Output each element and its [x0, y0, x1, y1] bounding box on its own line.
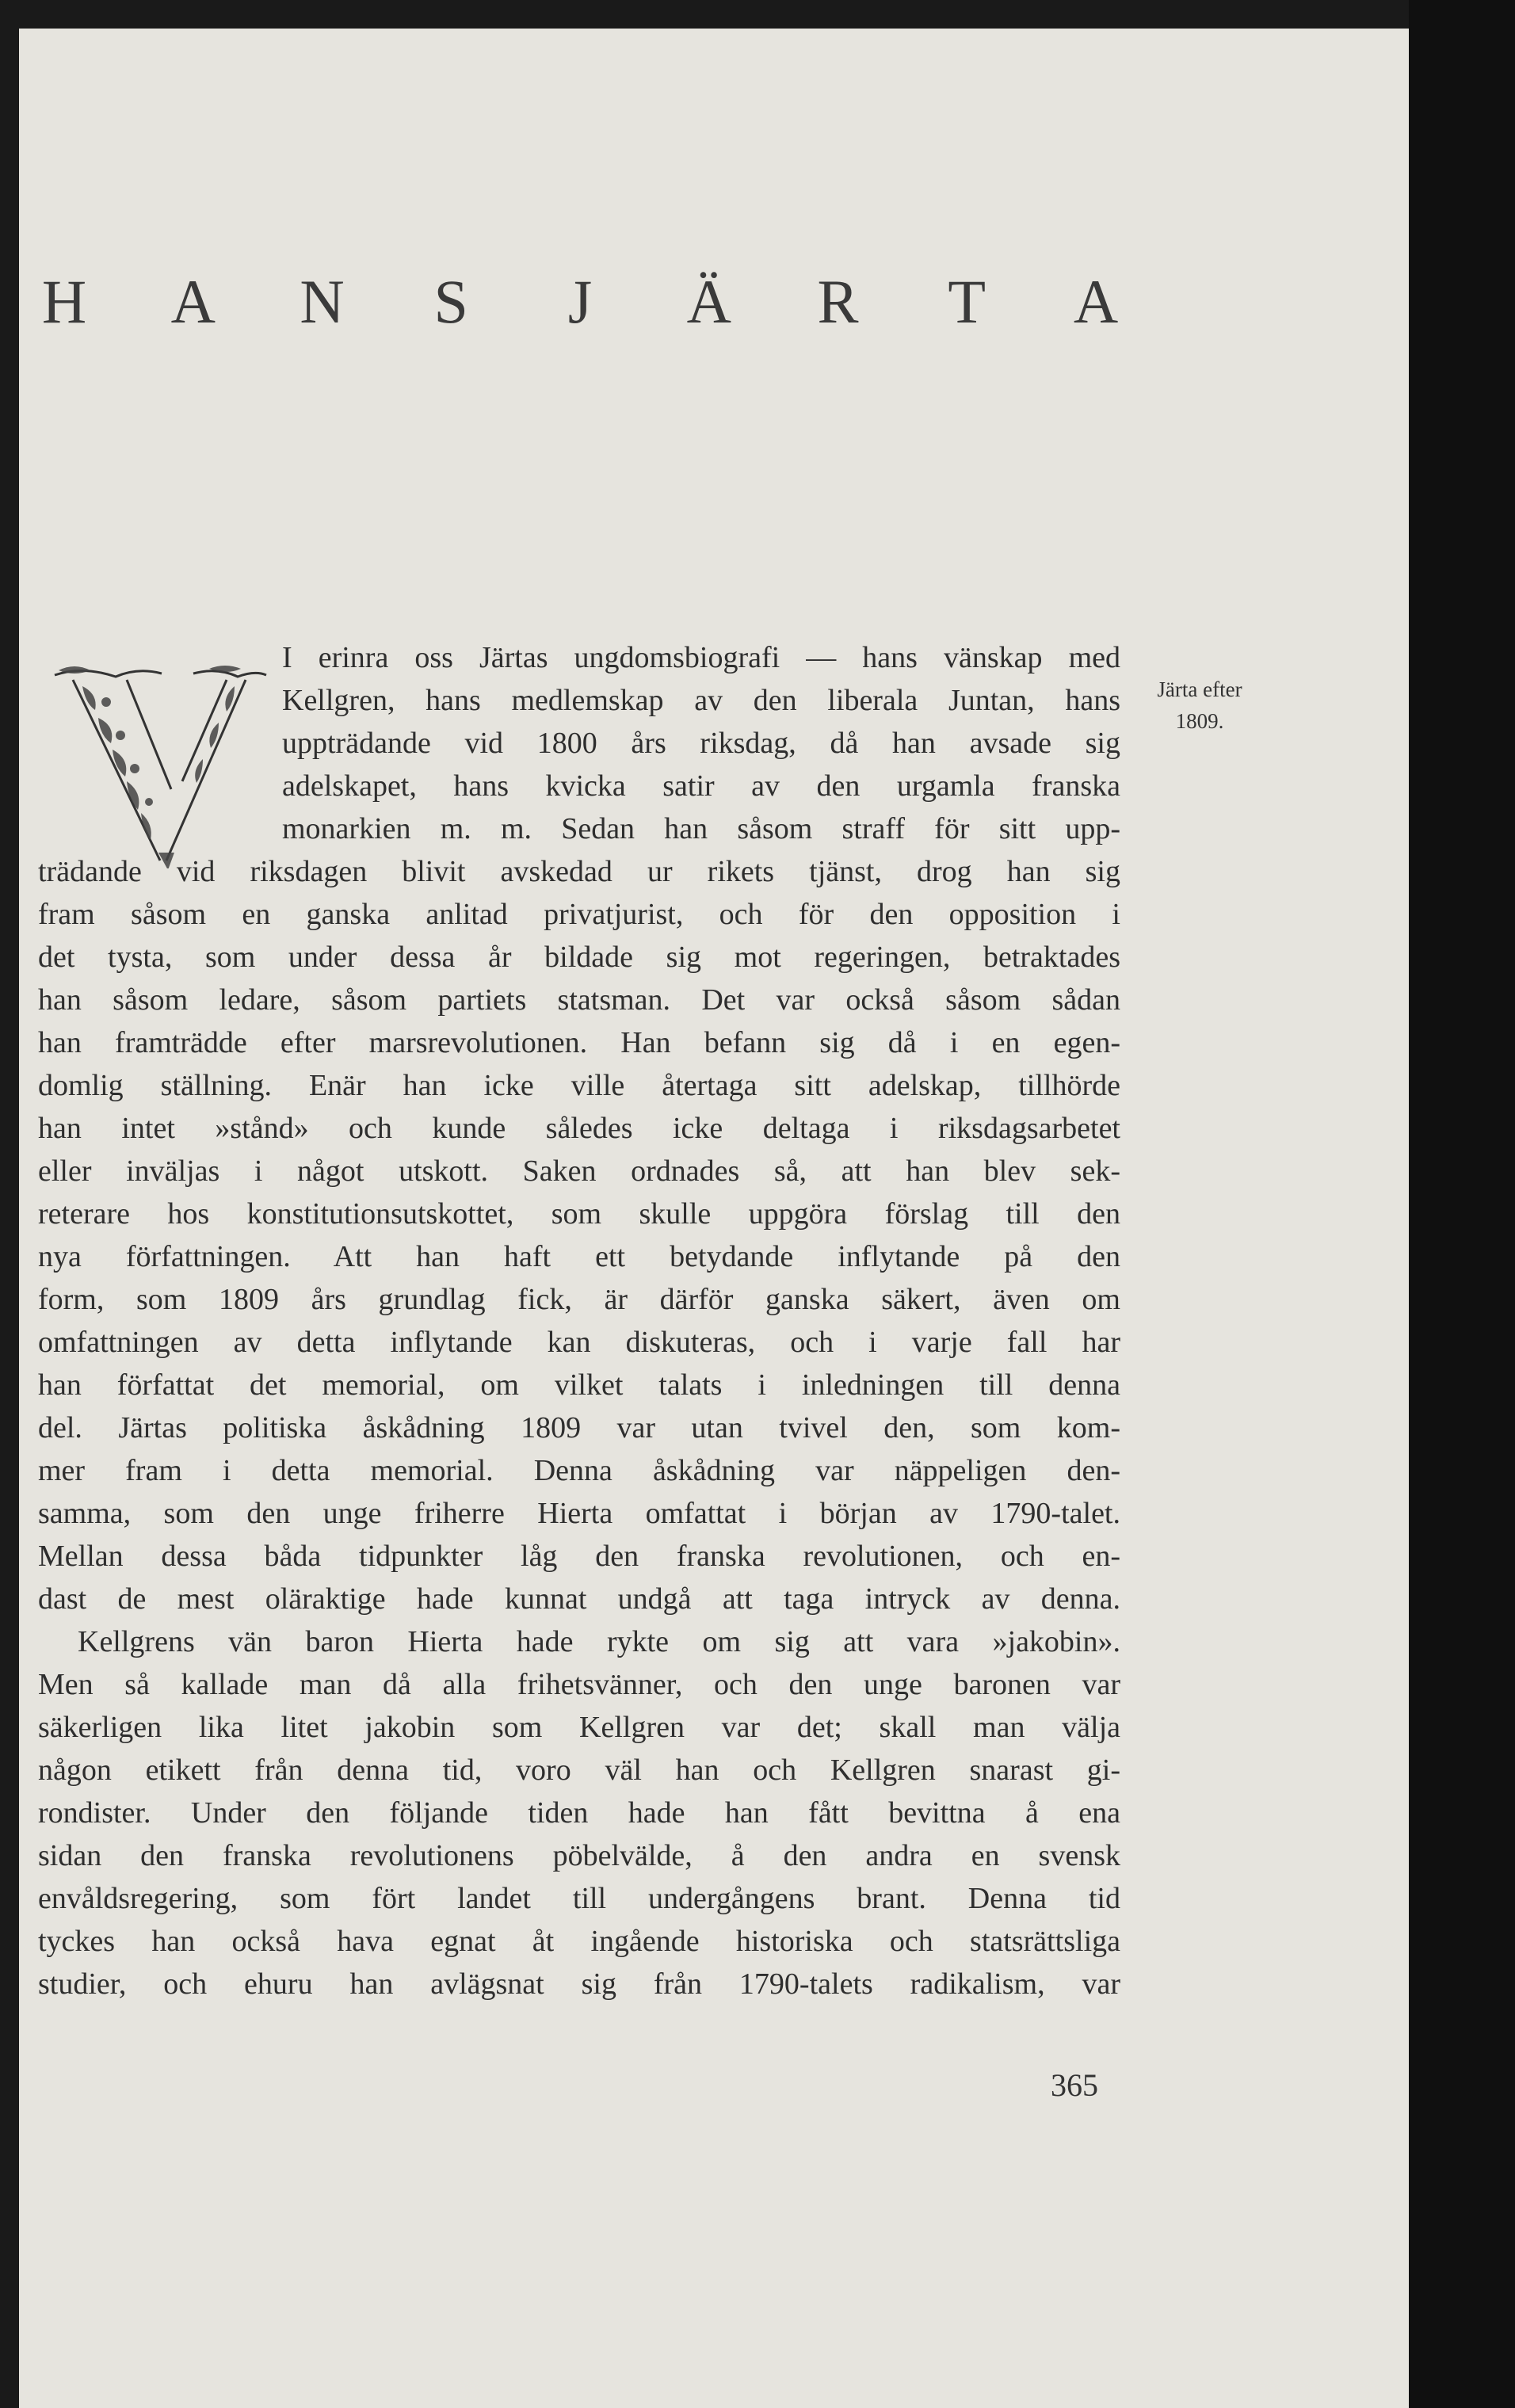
heading-letter: A [170, 267, 216, 336]
scan-border [1409, 0, 1515, 2408]
text-line: domlig ställning. Enär han icke ville återtaga sitt adelskap, tillhörde [38, 1069, 1120, 1102]
text-line: monarkien m. m. Sedan han såsom straff för sitt upp- [282, 812, 1120, 845]
text-line: eller inväljas i något utskott. Saken ordnades så, att han blev sek- [38, 1154, 1120, 1188]
text-line: samma, som den unge friherre Hierta omfattat i början av 1790-talet. [38, 1497, 1120, 1530]
heading-letter: H [41, 267, 87, 336]
text-line: mer fram i detta memorial. Denna åskådning var näppeligen den- [38, 1454, 1120, 1487]
text-line: Men så kallade man då alla frihetsvänner, och den unge baronen var [38, 1668, 1120, 1701]
text-line: uppträdande vid 1800 års riksdag, då han avsade sig [282, 727, 1120, 760]
page-number: 365 [1051, 2067, 1098, 2103]
margin-note-line: Järta efter [1157, 677, 1242, 701]
text-line: någon etikett från denna tid, voro väl han och Kellgren snarast gi- [38, 1754, 1120, 1787]
text-line: fram såsom en ganska anlitad privatjurist, och för den opposition i [38, 898, 1120, 931]
text-line: det tysta, som under dessa år bildade sig mot regeringen, betraktades [38, 941, 1120, 974]
text-line: han såsom ledare, såsom partiets statsman. Det var också såsom sådan [38, 983, 1120, 1017]
heading-letter: T [948, 267, 986, 336]
text-line: reterare hos konstitutionsutskottet, som skulle uppgöra förslag till den [38, 1197, 1120, 1231]
text-line: omfattningen av detta inflytande kan diskuteras, och i varje fall har [38, 1326, 1120, 1359]
heading-letter: A [1073, 267, 1119, 336]
heading-letter: S [433, 267, 468, 336]
text-line: sidan den franska revolutionens pöbelvälde, å den andra en svensk [38, 1839, 1120, 1872]
text-line: del. Järtas politiska åskådning 1809 var utan tvivel den, som kom- [38, 1411, 1120, 1444]
text-line: han framträdde efter marsrevolutionen. Han befann sig då i en egen- [38, 1026, 1120, 1059]
text-line: Kellgrens vän baron Hierta hade rykte om sig att vara »jakobin». [78, 1625, 1120, 1658]
text-line: form, som 1809 års grundlag fick, är därför ganska säkert, även om [38, 1283, 1120, 1316]
heading-letter: R [817, 267, 859, 336]
text-line: rondister. Under den följande tiden hade han fått bevittna å ena [38, 1796, 1120, 1830]
text-line: envåldsregering, som fört landet till undergångens brant. Denna tid [38, 1882, 1120, 1915]
text-line: Kellgren, hans medlemskap av den liberala Juntan, hans [282, 684, 1120, 717]
text-line: dast de mest oläraktige hade kunnat undgå att taga intryck av denna. [38, 1582, 1120, 1616]
body-text [19, 0, 1409, 2379]
text-line: I erinra oss Järtas ungdomsbiografi — hans vänskap med [282, 641, 1120, 674]
text-line: tyckes han också hava egnat åt ingående historiska och statsrättsliga [38, 1925, 1120, 1958]
text-line: adelskapet, hans kvicka satir av den urgamla franska [282, 769, 1120, 803]
heading-letter: N [300, 267, 345, 336]
heading-letter: J [567, 267, 593, 336]
text-line: säkerligen lika litet jakobin som Kellgren var det; skall man välja [38, 1711, 1120, 1744]
heading-letter: Ä [686, 267, 731, 336]
text-line: han författat det memorial, om vilket talats i inledningen till denna [38, 1368, 1120, 1402]
text-line: studier, och ehuru han avlägsnat sig från 1790-talets radikalism, var [38, 1967, 1120, 2001]
text-line: han intet »stånd» och kunde således icke deltaga i riksdagsarbetet [38, 1112, 1120, 1145]
text-line: trädande vid riksdagen blivit avskedad ur rikets tjänst, drog han sig [38, 855, 1120, 888]
text-line: Mellan dessa båda tidpunkter låg den franska revolutionen, och en- [38, 1540, 1120, 1573]
margin-note-line: 1809. [1175, 709, 1224, 733]
text-line: nya författningen. Att han haft ett betydande inflytande på den [38, 1240, 1120, 1273]
